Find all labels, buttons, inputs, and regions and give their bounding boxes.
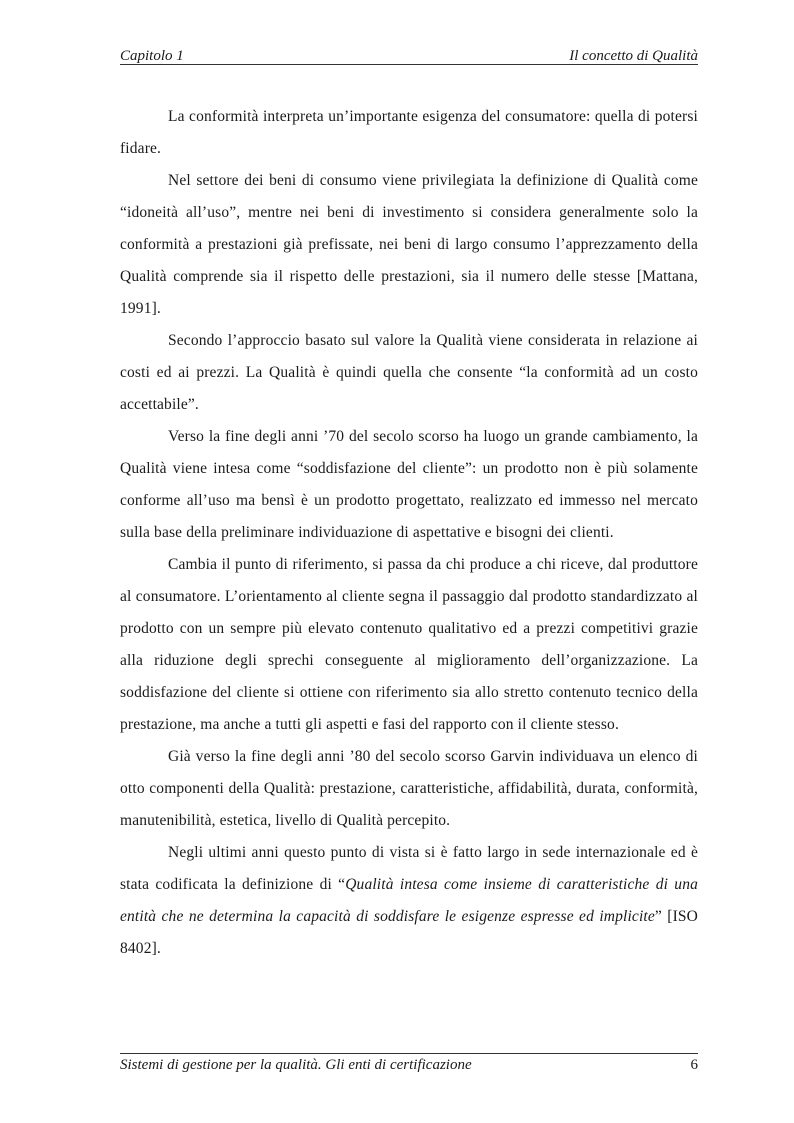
- body-text: [120, 101, 698, 965]
- footer-title: Sistemi di gestione per la qualità. Gli enti di certificazione: [120, 1057, 472, 1073]
- paragraph: Secondo l’approccio basato sul valore la Qualità viene considerata in relazione ai costi ed ai prezzi. La Qualità è quindi quella che consente “la conformità ad un costo accettabile”.: [120, 332, 698, 413]
- header-section-title: Il concetto di Qualità: [569, 48, 698, 64]
- header-chapter: Capitolo 1: [120, 48, 184, 64]
- paragraph: Verso la fine degli anni ’70 del secolo scorso ha luogo un grande cambiamento, la Qualità viene intesa come “soddisfazione del cliente”: un prodotto non è più solamente conforme all’uso ma bensì è un prodotto progettato, realizzato ed immesso nel mercato sulla base della preliminare individuazione di aspettative e bisogni dei clienti.: [120, 428, 698, 541]
- paragraph-text-before-quote: Negli ultimi anni questo punto di vista si è fatto largo in sede internazionale ed è stata codificata la definizione di “: [120, 844, 698, 893]
- header-rule: [120, 64, 698, 65]
- footer-rule: [120, 1053, 698, 1054]
- running-footer: [120, 1057, 698, 1075]
- paragraph-iso-definition: [120, 837, 698, 965]
- paragraph: Già verso la fine degli anni ’80 del secolo scorso Garvin individuava un elenco di otto componenti della Qualità: prestazione, caratteristiche, affidabilità, durata, conformità, manutenibilità, estetica, livello di Qualità percepito.: [120, 748, 698, 829]
- page-number: 6: [690, 1057, 698, 1073]
- iso-definition-quote: Qualità intesa come insieme di caratteristiche di una entità che ne determina la capacità di soddisfare le esigenze espresse ed implicite: [120, 876, 698, 925]
- paragraph: La conformità interpreta un’importante esigenza del consumatore: quella di potersi fidare.: [120, 108, 698, 157]
- paragraph: Nel settore dei beni di consumo viene privilegiata la definizione di Qualità come “idoneità all’uso”, mentre nei beni di investimento si considera generalmente solo la conformità a prestazioni già prefissate, nei beni di largo consumo l’apprezzamento della Qualità comprende sia il rispetto delle prestazioni, sia il numero delle stesse [Mattana, 1991].: [120, 172, 698, 317]
- paragraph: Cambia il punto di riferimento, si passa da chi produce a chi riceve, dal produttore al consumatore. L’orientamento al cliente segna il passaggio dal prodotto standardizzato al prodotto con un sempre più elevato contenuto qualitativo ed a prezzi competitivi grazie alla riduzione degli sprechi conseguente al miglioramento dell’organizzazione. La soddisfazione del cliente si ottiene con riferimento sia allo stretto contenuto tecnico della prestazione, ma anche a tutti gli aspetti e fasi del rapporto con il cliente stesso.: [120, 556, 698, 733]
- paragraph-text-after-quote: ” [ISO 8402].: [120, 908, 699, 957]
